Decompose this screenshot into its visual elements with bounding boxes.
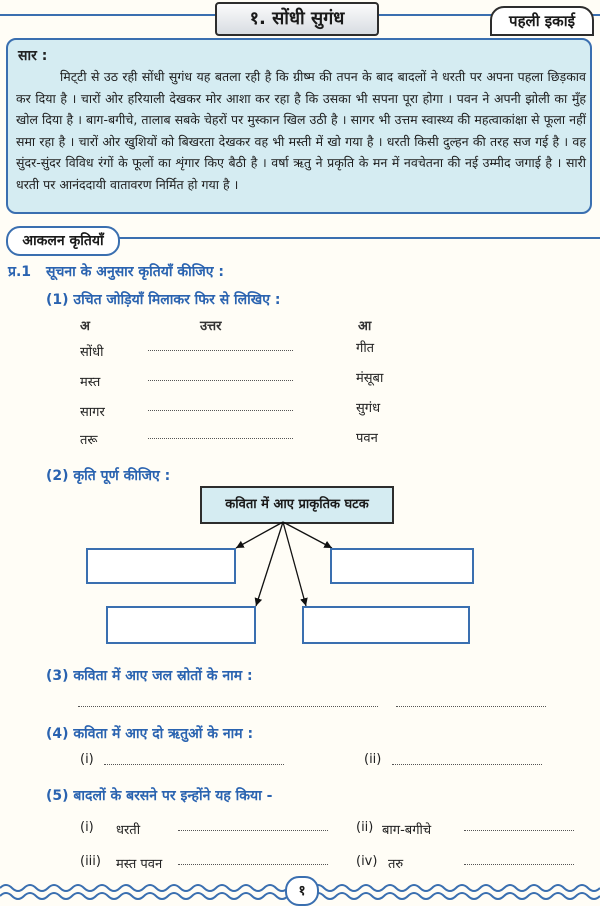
q5-answer-line-4[interactable] <box>464 864 574 865</box>
q3-answer-line-1[interactable] <box>78 706 378 707</box>
match-right-1: गीत <box>356 341 375 356</box>
match-left-2: मस्त <box>80 375 101 390</box>
q1-label: (1) उचित जोड़ियाँ मिलाकर फिर से लिखिए : <box>46 292 281 308</box>
flow-answer-box-2[interactable] <box>330 548 474 584</box>
flow-answer-box-1[interactable] <box>86 548 236 584</box>
q5-item-4-number: (iv) <box>356 854 378 869</box>
q5-item-1-number: (i) <box>80 820 94 835</box>
match-left-3: सागर <box>80 405 105 420</box>
chapter-title: १. सोंधी सुगंध <box>215 2 379 36</box>
q5-label: (5) बादलों के बरसने पर इन्होंने यह किया - <box>46 788 273 804</box>
match-answer-line-4[interactable] <box>148 438 293 439</box>
match-answer-line-2[interactable] <box>148 380 293 381</box>
q5-item-2-text: बाग-बगीचे <box>382 823 432 838</box>
q5-item-2-number: (ii) <box>356 820 374 835</box>
q5-answer-line-3[interactable] <box>178 864 328 865</box>
q3-label: (3) कविता में आए जल स्रोतों के नाम : <box>46 668 253 684</box>
nature-elements-box: कविता में आए प्राकृतिक घटक <box>200 486 394 524</box>
section-label: आकलन कृतियाँ <box>6 226 120 256</box>
column-answer-header: उत्तर <box>200 319 222 334</box>
match-answer-line-1[interactable] <box>148 350 293 351</box>
q4-item-i-number: (i) <box>80 752 94 767</box>
summary-heading: सार : <box>18 48 48 64</box>
q4-item-ii-number: (ii) <box>364 752 382 767</box>
match-right-2: मंसूबा <box>356 371 384 386</box>
unit-badge: पहली इकाई <box>490 6 594 36</box>
match-answer-line-3[interactable] <box>148 410 293 411</box>
q5-answer-line-1[interactable] <box>178 830 328 831</box>
question-text: सूचना के अनुसार कृतियाँ कीजिए : <box>46 264 224 280</box>
flow-answer-box-4[interactable] <box>302 606 470 644</box>
q5-item-4-text: तरु <box>388 857 404 872</box>
summary-text: मिट्‌टी से उठ रही सोंधी सुगंध यह बतला रही है कि ग्रीष्म की तपन के बाद बादलों ने धरती पर अपना पहला छिड़काव कर दिया है । चारों ओर हरियाली देखकर मोर आशा कर रहा है कि उसका भी सपना पूरा होगा । पवन ने अपनी झोली का मुँह खोल दिया है । बाग-बगीचे, तालाब सबके चेहरों पर मुस्कान खिल उठी है । सागर भी उत्तम स्वास्थ्य की महत्वाकांक्षा से फूला नहीं समा रहा है । चारों ओर खुशियों को बिखरता देखकर वह भी मस्ती में खो गया है । धरती किसी दुल्हन की तरह सज गई है । वह सुंदर-सुंदर विविध रंगों के फूलों का शृंगार किए बैठी है । वर्षा ऋतु ने प्रकृति के मन में नवचेतना की नई उम्मीद जगाई है । सारी धरती पर आनंददायी वातावरण निर्मित हो गया है । <box>16 69 586 192</box>
match-right-4: पवन <box>356 431 378 446</box>
match-right-3: सुगंध <box>356 401 381 416</box>
page-number: १ <box>285 876 319 906</box>
q4-label: (4) कविता में आए दो ऋतुओं के नाम : <box>46 726 254 742</box>
column-aa-header: आ <box>358 319 372 334</box>
q4-answer-line-i[interactable] <box>104 764 284 765</box>
q4-answer-line-ii[interactable] <box>392 764 542 765</box>
match-left-1: सोंधी <box>80 345 104 360</box>
question-number: प्र.1 <box>8 264 32 280</box>
q5-item-3-text: मस्त पवन <box>116 857 163 872</box>
q5-item-1-text: धरती <box>116 823 141 838</box>
q3-answer-line-2[interactable] <box>396 706 546 707</box>
q2-label: (2) कृति पूर्ण कीजिए : <box>46 468 171 484</box>
q5-item-3-number: (iii) <box>80 854 101 869</box>
q5-answer-line-2[interactable] <box>464 830 574 831</box>
column-a-header: अ <box>80 319 90 334</box>
flow-answer-box-3[interactable] <box>106 606 256 644</box>
match-left-4: तरू <box>80 433 98 448</box>
